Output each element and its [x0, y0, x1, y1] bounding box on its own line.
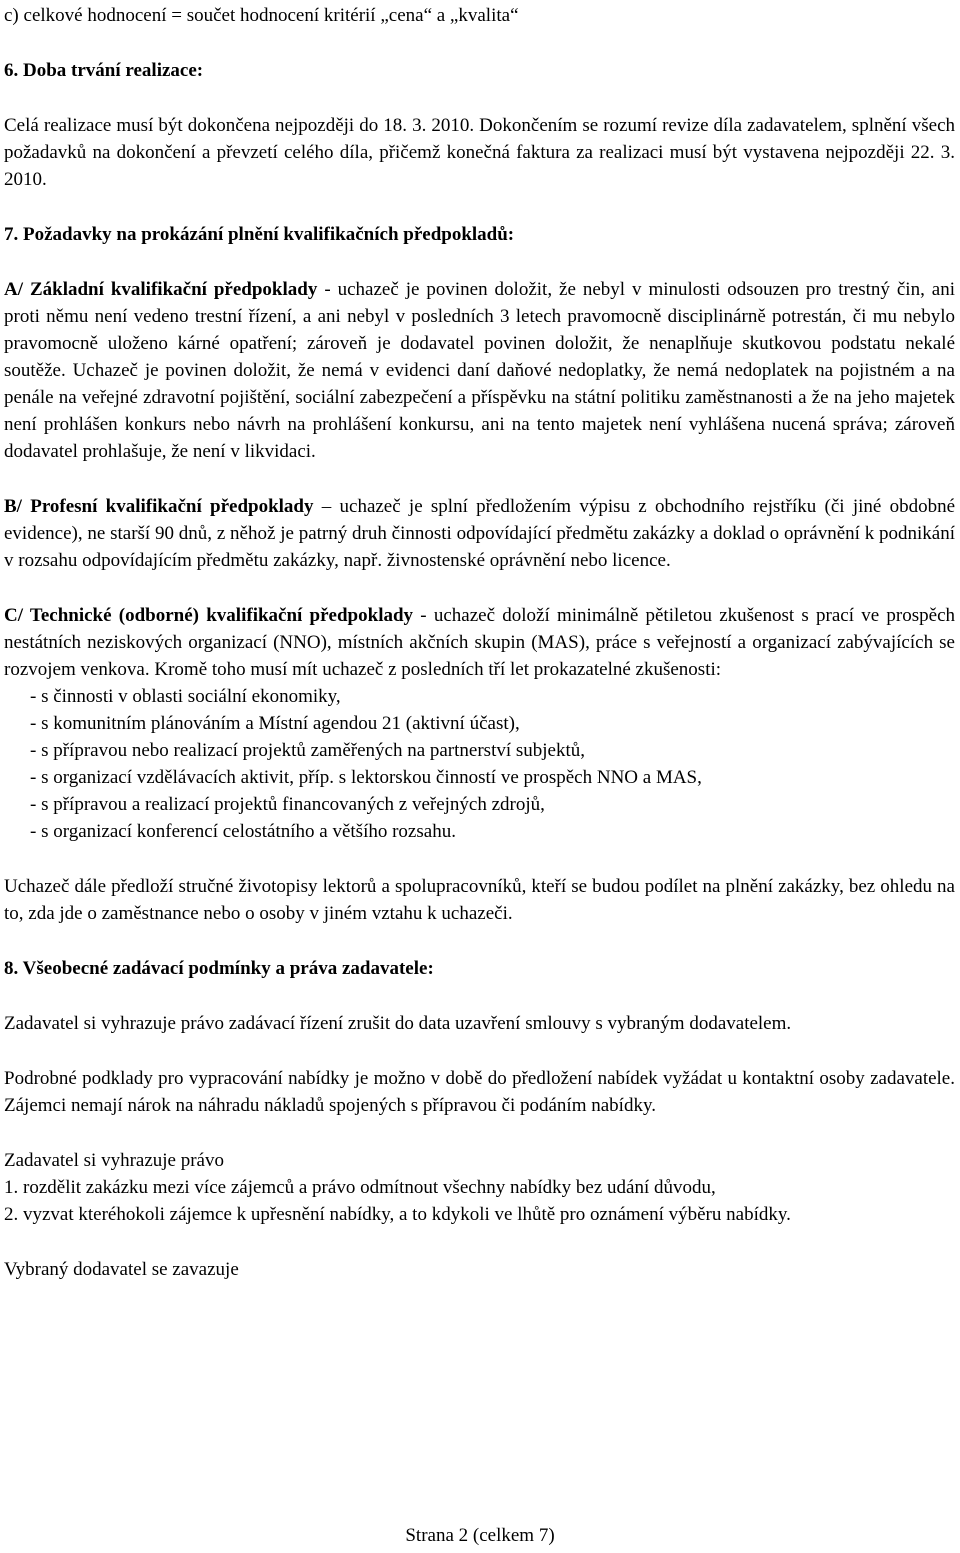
page-footer: Strana 2 (celkem 7): [405, 1525, 555, 1546]
section-6-heading: 6. Doba trvání realizace:: [4, 60, 204, 81]
list-item: - s přípravou nebo realizací projektů zaměřených na partnerství subjektů,: [30, 740, 586, 761]
list-item: - s přípravou a realizací projektů financovaných z veřejných zdrojů,: [30, 794, 545, 815]
section-7-b-label: B/ Profesní kvalifikační předpoklady: [4, 496, 314, 517]
section-8-p1: Zadavatel si vyhrazuje právo zadávací řízení zrušit do data uzavření smlouvy s vybraným dodavatelem.: [4, 1013, 792, 1034]
section-8-rights-intro: Zadavatel si vyhrazuje právo: [4, 1150, 224, 1171]
section-7-a-paragraph: [4, 276, 955, 465]
list-item: - s organizací vzdělávacích aktivit, příp. s lektorskou činností ve prospěch NNO a MAS,: [30, 767, 702, 788]
document-page: [4, 2, 955, 1283]
list-item: 1. rozdělit zakázku mezi více zájemců a právo odmítnout všechny nabídky bez udání důvodu,: [4, 1177, 716, 1198]
section-7-cv-paragraph: Uchazeč dále předloží stručné životopisy lektorů a spolupracovníků, kteří se budou podílet na plnění zakázky, bez ohledu na to, zda jde o zaměstnance nebo o osoby v jiném vztahu k uchazeči.: [4, 876, 955, 924]
section-6-text: Celá realizace musí být dokončena nejpozději do 18. 3. 2010. Dokončením se rozumí revize díla zadavatelem, splnění všech požadavků na dokončení a převzetí celého díla, přičemž konečná faktura za realizaci musí být vystavena nejpozději 22. 3. 2010.: [4, 115, 955, 190]
section-7-c-paragraph: [4, 602, 955, 683]
section-7-c-text: - uchazeč doloží minimálně pětiletou zkušenost s prací ve prospěch nestátních neziskových organizací (NNO), místních akčních skupin (MAS), práce s veřejností a organizací zabývajících se rozvojem venkova. Kromě toho musí mít uchazeč z posledních tří let prokazatelné zkušenosti:: [4, 605, 956, 680]
section-7-a-label: A/ Základní kvalifikační předpoklady: [4, 279, 318, 300]
section-7-c-list: [4, 683, 955, 845]
section-7-c-label: C/ Technické (odborné) kvalifikační předpoklady: [4, 605, 414, 626]
list-item: - s komunitním plánováním a Místní agendou 21 (aktivní účast),: [30, 713, 520, 734]
section-7-b-paragraph: [4, 493, 955, 574]
list-item: - s činnosti v oblasti sociální ekonomiky,: [30, 686, 341, 707]
section-7-heading: 7. Požadavky na prokázání plnění kvalifikačních předpokladů:: [4, 224, 515, 245]
section-7-a-text: - uchazeč je povinen doložit, že nebyl v minulosti odsouzen pro trestný čin, ani proti němu není vedeno trestní řízení, a ani nebyl v posledních 3 letech pravomocně disciplinárně potrestán, či mu nebylo pravomocně uloženo kárné opatření; zároveň je dodavatel povinen doložit, že nenaplňuje skutkovou podstatu nekalé soutěže. Uchazeč je povinen doložit, že nemá v evidenci daní daňové nedoplatky, že nemá nedoplatek na pojistném a na penále na veřejné zdravotní pojištění, sociální zabezpečení a příspěvku na státní politiku zaměstnanosti a že na jeho majetek není prohlášen konkurs nebo návrh na prohlášení konkursu, ani na tento majetek není vyhlášena nucená správa; zároveň dodavatel prohlašuje, že není v likvidaci.: [4, 279, 955, 462]
list-item: - s organizací konferencí celostátního a většího rozsahu.: [30, 821, 456, 842]
criteria-c-line: c) celkové hodnocení = součet hodnocení kritérií „cena“ a „kvalita“: [4, 5, 519, 26]
section-8-heading: 8. Všeobecné zadávací podmínky a práva zadavatele:: [4, 958, 434, 979]
section-8-supplier-intro: Vybraný dodavatel se zavazuje: [4, 1259, 239, 1280]
section-7-b-text: – uchazeč je splní předložením výpisu z obchodního rejstříku (či jiné obdobné evidence), ne starší 90 dnů, z něhož je patrný druh činnosti odpovídající předmětu zakázky a doklad o oprávnění k podnikání v rozsahu odpovídajícím předmětu zakázky, např. živnostenské oprávnění nebo licence.: [4, 496, 955, 571]
section-8-p2: Podrobné podklady pro vypracování nabídky je možno v době do předložení nabídek vyžádat u kontaktní osoby zadavatele. Zájemci nemají nárok na náhradu nákladů spojených s přípravou či podáním nabídky.: [4, 1068, 955, 1116]
list-item: 2. vyzvat kteréhokoli zájemce k upřesnění nabídky, a to kdykoli ve lhůtě pro oznámení výběru nabídky.: [4, 1204, 791, 1225]
